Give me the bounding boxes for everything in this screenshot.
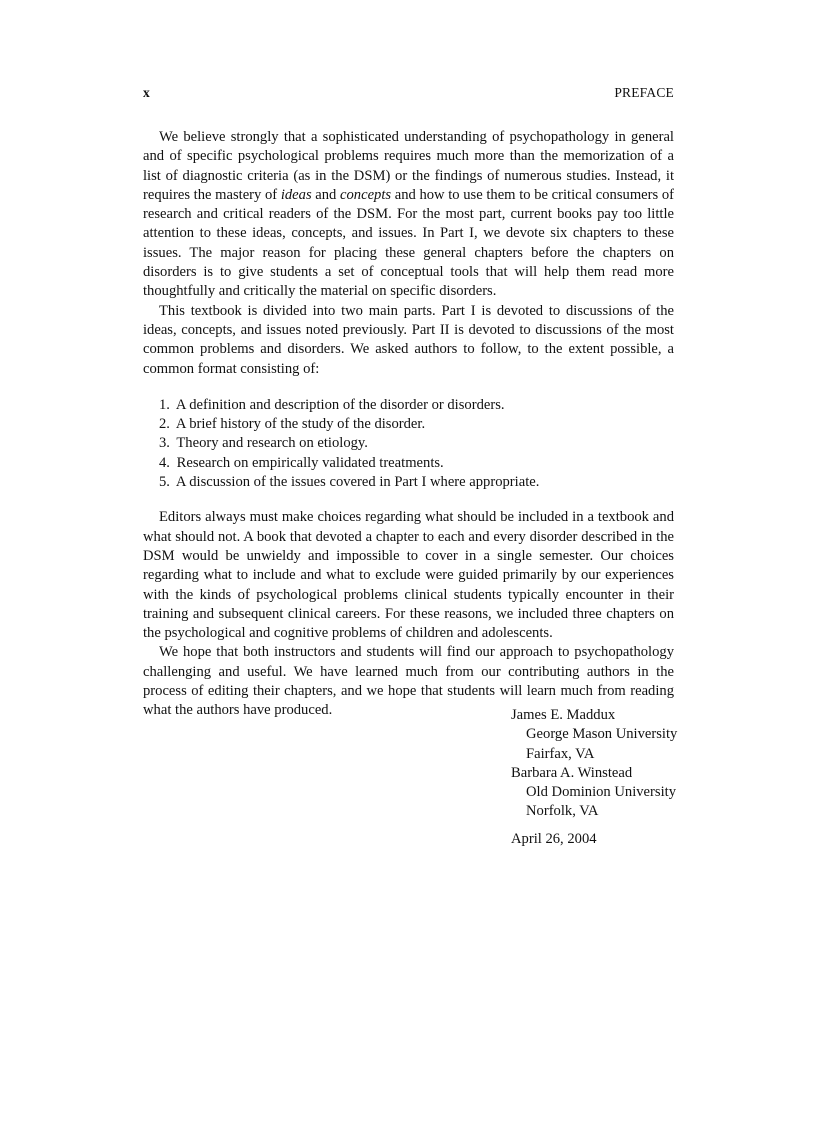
list-item-text: Research on empirically validated treatments. (176, 454, 444, 471)
emphasis-ideas: ideas (280, 186, 312, 203)
paragraph-book-structure: This textbook is divided into two main parts. Part I is devoted to discussions of the ideas, concepts, and issues noted previously. Part II is devoted to discussions of the most common problems and disorders. We asked authors to follow, to the extent possible, a common format consisting of: (143, 302, 674, 377)
page-number: x (143, 85, 150, 100)
paragraph-editorial-choices: Editors always must make choices regarding what should be included in a textbook and what should not. A book that devoted a chapter to each and every disorder described in the DSM would be unwieldy and impossible to cover in a single semester. Our choices regarding what to include and what to exclude were guided primarily by our experiences with the kinds of psychological problems clinical students typically encounter in their training and subsequent clinical careers. For these reasons, we included three chapters on the psychological and cognitive problems of children and adolescents. (143, 509, 674, 642)
list-item (159, 454, 674, 473)
chapter-format-list (143, 396, 674, 492)
list-item-number: 5. (159, 474, 170, 491)
paragraph-text: We believe strongly that a sophisticated understanding of psychopathology in general and of specific psychological problems requires much more than the memorization of a list of diagnostic criteria (as in the DSM) or the findings of numerous studies. Instead, it requires the mastery of (143, 129, 674, 203)
running-head (143, 84, 674, 102)
paragraph-text: and how to use them to be critical consumers of research and critical readers of the DSM. For the most part, current books pay too little attention to these ideas, concepts, and issues. In Part I, we devote six chapters to these issues. The major reason for placing these general chapters before the chapters on disorders is to give students a set of conceptual tools that will help them read more thoughtfully and critically the material on specific disorders. (143, 186, 675, 300)
editor-signature-block (511, 706, 711, 849)
preface-date: April 26, 2004 (511, 830, 597, 847)
list-item-number: 4. (159, 454, 170, 471)
list-item (159, 396, 674, 415)
emphasis-concepts: concepts (340, 186, 392, 203)
editor-name: Barbara A. Winstead (511, 764, 633, 781)
list-item-text: Theory and research on etiology. (176, 435, 368, 452)
list-item-text: A discussion of the issues covered in Part I where appropriate. (175, 474, 540, 491)
list-item-number: 2. (159, 416, 170, 433)
editor-location: Norfolk, VA (526, 803, 599, 820)
paragraph-text: and (311, 186, 341, 203)
list-item-number: 1. (159, 396, 170, 413)
list-item-text: A definition and description of the disorder or disorders. (175, 396, 505, 413)
list-item-number: 3. (159, 435, 170, 452)
editor-affiliation: Old Dominion University (526, 784, 676, 801)
list-item-text: A brief history of the study of the disorder. (175, 416, 426, 433)
list-item (159, 434, 674, 453)
section-title: PREFACE (614, 85, 674, 100)
editor-affiliation: George Mason University (526, 726, 678, 743)
preface-body (143, 128, 674, 721)
paragraph-conceptual-understanding (143, 128, 674, 302)
editor-location: Fairfax, VA (526, 745, 595, 762)
list-item (159, 473, 674, 492)
list-item (159, 415, 674, 434)
editor-name: James E. Maddux (511, 707, 616, 723)
paragraph-closing: We hope that both instructors and students will find our approach to psychopathology challenging and useful. We have learned much from our contributing authors in the process of editing their chapters, and we hope that students will learn much from reading what the authors have produced. (143, 644, 674, 719)
